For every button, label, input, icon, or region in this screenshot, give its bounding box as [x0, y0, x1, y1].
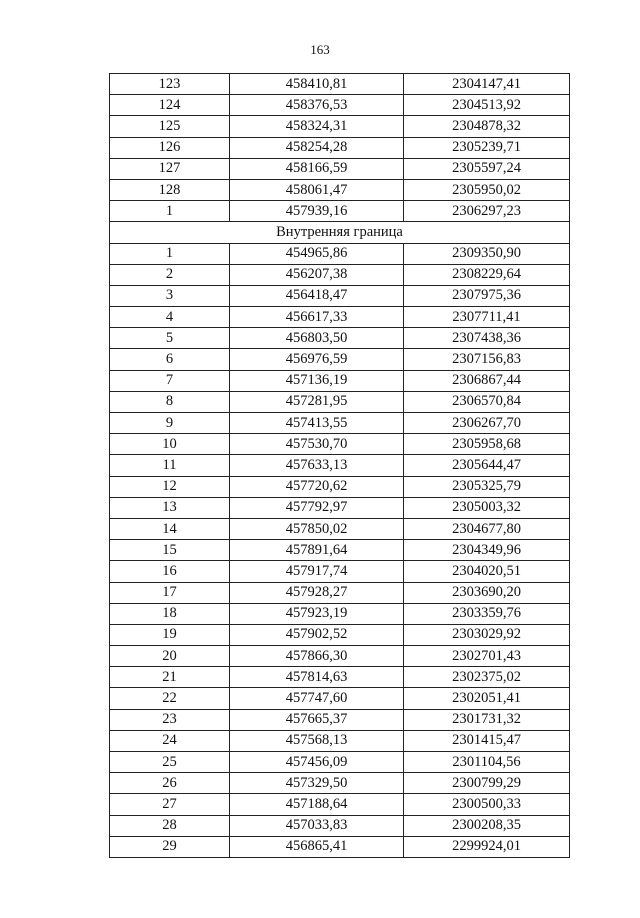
- table-row: [110, 646, 570, 667]
- y-coordinate-cell: 2304147,41: [404, 74, 570, 95]
- point-number-cell: 27: [110, 794, 230, 815]
- y-coordinate-cell: 2303690,20: [404, 582, 570, 603]
- y-coordinate-cell: 2307438,36: [404, 328, 570, 349]
- table-row: [110, 201, 570, 222]
- point-number-cell: 2: [110, 264, 230, 285]
- table-row: [110, 95, 570, 116]
- point-number-cell: 125: [110, 116, 230, 137]
- y-coordinate-cell: 2306867,44: [404, 370, 570, 391]
- section-header-row: [110, 222, 570, 243]
- point-number-cell: 19: [110, 624, 230, 645]
- x-coordinate-cell: 457792,97: [230, 497, 404, 518]
- x-coordinate-cell: 457928,27: [230, 582, 404, 603]
- x-coordinate-cell: 458166,59: [230, 158, 404, 179]
- y-coordinate-cell: 2304513,92: [404, 95, 570, 116]
- table-row: [110, 603, 570, 624]
- x-coordinate-cell: 456207,38: [230, 264, 404, 285]
- y-coordinate-cell: 2304020,51: [404, 561, 570, 582]
- x-coordinate-cell: 457917,74: [230, 561, 404, 582]
- table-row: [110, 179, 570, 200]
- x-coordinate-cell: 456617,33: [230, 307, 404, 328]
- point-number-cell: 6: [110, 349, 230, 370]
- table-row: [110, 307, 570, 328]
- point-number-cell: 128: [110, 179, 230, 200]
- table-row: [110, 752, 570, 773]
- point-number-cell: 7: [110, 370, 230, 391]
- table-row: [110, 434, 570, 455]
- y-coordinate-cell: 2302051,41: [404, 688, 570, 709]
- table-row: [110, 582, 570, 603]
- x-coordinate-cell: 456418,47: [230, 285, 404, 306]
- point-number-cell: 16: [110, 561, 230, 582]
- point-number-cell: 3: [110, 285, 230, 306]
- x-coordinate-cell: 457850,02: [230, 518, 404, 539]
- x-coordinate-cell: 457136,19: [230, 370, 404, 391]
- table-row: [110, 137, 570, 158]
- x-coordinate-cell: 457814,63: [230, 667, 404, 688]
- y-coordinate-cell: 2307156,83: [404, 349, 570, 370]
- x-coordinate-cell: 457939,16: [230, 201, 404, 222]
- point-number-cell: 17: [110, 582, 230, 603]
- point-number-cell: 123: [110, 74, 230, 95]
- point-number-cell: 13: [110, 497, 230, 518]
- table-row: [110, 815, 570, 836]
- y-coordinate-cell: 2305950,02: [404, 179, 570, 200]
- point-number-cell: 18: [110, 603, 230, 624]
- point-number-cell: 24: [110, 730, 230, 751]
- x-coordinate-cell: 457633,13: [230, 455, 404, 476]
- x-coordinate-cell: 456803,50: [230, 328, 404, 349]
- table-row: [110, 624, 570, 645]
- y-coordinate-cell: 2300799,29: [404, 773, 570, 794]
- point-number-cell: 15: [110, 540, 230, 561]
- table-row: [110, 518, 570, 539]
- y-coordinate-cell: 2303029,92: [404, 624, 570, 645]
- table-row: [110, 391, 570, 412]
- table-row: [110, 413, 570, 434]
- y-coordinate-cell: 2301415,47: [404, 730, 570, 751]
- x-coordinate-cell: 458061,47: [230, 179, 404, 200]
- table-row: [110, 497, 570, 518]
- table-row: [110, 455, 570, 476]
- point-number-cell: 5: [110, 328, 230, 349]
- y-coordinate-cell: 2305958,68: [404, 434, 570, 455]
- table-row: [110, 836, 570, 857]
- table-row: [110, 264, 570, 285]
- table-row: [110, 540, 570, 561]
- table-row: [110, 158, 570, 179]
- y-coordinate-cell: 2300208,35: [404, 815, 570, 836]
- point-number-cell: 23: [110, 709, 230, 730]
- table-row: [110, 285, 570, 306]
- x-coordinate-cell: 458254,28: [230, 137, 404, 158]
- x-coordinate-cell: 457530,70: [230, 434, 404, 455]
- table-row: [110, 730, 570, 751]
- table-row: [110, 349, 570, 370]
- table-row: [110, 773, 570, 794]
- point-number-cell: 8: [110, 391, 230, 412]
- point-number-cell: 28: [110, 815, 230, 836]
- point-number-cell: 124: [110, 95, 230, 116]
- coordinates-table-body: [110, 74, 570, 858]
- table-row: [110, 370, 570, 391]
- table-row: [110, 709, 570, 730]
- y-coordinate-cell: 2304677,80: [404, 518, 570, 539]
- y-coordinate-cell: 2305325,79: [404, 476, 570, 497]
- y-coordinate-cell: 2299924,01: [404, 836, 570, 857]
- point-number-cell: 20: [110, 646, 230, 667]
- x-coordinate-cell: 458376,53: [230, 95, 404, 116]
- x-coordinate-cell: 457747,60: [230, 688, 404, 709]
- point-number-cell: 26: [110, 773, 230, 794]
- x-coordinate-cell: 457568,13: [230, 730, 404, 751]
- y-coordinate-cell: 2305644,47: [404, 455, 570, 476]
- x-coordinate-cell: 457720,62: [230, 476, 404, 497]
- y-coordinate-cell: 2306570,84: [404, 391, 570, 412]
- coordinates-table: [109, 73, 570, 858]
- y-coordinate-cell: 2304349,96: [404, 540, 570, 561]
- point-number-cell: 22: [110, 688, 230, 709]
- point-number-cell: 29: [110, 836, 230, 857]
- point-number-cell: 14: [110, 518, 230, 539]
- y-coordinate-cell: 2306267,70: [404, 413, 570, 434]
- y-coordinate-cell: 2305239,71: [404, 137, 570, 158]
- point-number-cell: 4: [110, 307, 230, 328]
- point-number-cell: 9: [110, 413, 230, 434]
- x-coordinate-cell: 456865,41: [230, 836, 404, 857]
- point-number-cell: 1: [110, 243, 230, 264]
- x-coordinate-cell: 457188,64: [230, 794, 404, 815]
- y-coordinate-cell: 2305597,24: [404, 158, 570, 179]
- x-coordinate-cell: 456976,59: [230, 349, 404, 370]
- table-row: [110, 74, 570, 95]
- x-coordinate-cell: 457281,95: [230, 391, 404, 412]
- point-number-cell: 10: [110, 434, 230, 455]
- x-coordinate-cell: 458410,81: [230, 74, 404, 95]
- x-coordinate-cell: 457329,50: [230, 773, 404, 794]
- x-coordinate-cell: 457923,19: [230, 603, 404, 624]
- point-number-cell: 126: [110, 137, 230, 158]
- point-number-cell: 11: [110, 455, 230, 476]
- y-coordinate-cell: 2301731,32: [404, 709, 570, 730]
- y-coordinate-cell: 2303359,76: [404, 603, 570, 624]
- y-coordinate-cell: 2300500,33: [404, 794, 570, 815]
- point-number-cell: 12: [110, 476, 230, 497]
- y-coordinate-cell: 2305003,32: [404, 497, 570, 518]
- table-row: [110, 116, 570, 137]
- x-coordinate-cell: 457902,52: [230, 624, 404, 645]
- y-coordinate-cell: 2302375,02: [404, 667, 570, 688]
- y-coordinate-cell: 2301104,56: [404, 752, 570, 773]
- x-coordinate-cell: 454965,86: [230, 243, 404, 264]
- x-coordinate-cell: 457456,09: [230, 752, 404, 773]
- table-row: [110, 688, 570, 709]
- table-row: [110, 476, 570, 497]
- y-coordinate-cell: 2308229,64: [404, 264, 570, 285]
- x-coordinate-cell: 458324,31: [230, 116, 404, 137]
- y-coordinate-cell: 2307711,41: [404, 307, 570, 328]
- page-number: 163: [310, 42, 330, 57]
- point-number-cell: 127: [110, 158, 230, 179]
- table-row: [110, 328, 570, 349]
- y-coordinate-cell: 2306297,23: [404, 201, 570, 222]
- y-coordinate-cell: 2307975,36: [404, 285, 570, 306]
- point-number-cell: 21: [110, 667, 230, 688]
- x-coordinate-cell: 457866,30: [230, 646, 404, 667]
- y-coordinate-cell: 2309350,90: [404, 243, 570, 264]
- x-coordinate-cell: 457891,64: [230, 540, 404, 561]
- point-number-cell: 1: [110, 201, 230, 222]
- table-row: [110, 243, 570, 264]
- x-coordinate-cell: 457665,37: [230, 709, 404, 730]
- y-coordinate-cell: 2302701,43: [404, 646, 570, 667]
- table-row: [110, 561, 570, 582]
- y-coordinate-cell: 2304878,32: [404, 116, 570, 137]
- table-row: [110, 667, 570, 688]
- x-coordinate-cell: 457033,83: [230, 815, 404, 836]
- point-number-cell: 25: [110, 752, 230, 773]
- section-title: Внутренняя граница: [110, 222, 570, 243]
- x-coordinate-cell: 457413,55: [230, 413, 404, 434]
- table-row: [110, 794, 570, 815]
